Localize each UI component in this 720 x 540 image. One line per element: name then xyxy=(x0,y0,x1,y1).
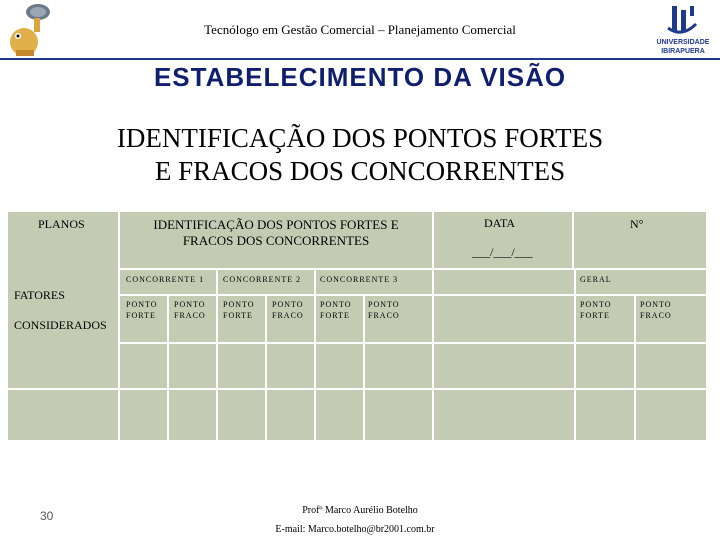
table-divider xyxy=(634,294,636,440)
planos-label: PLANOS xyxy=(38,217,85,231)
table-divider xyxy=(432,212,434,270)
table-divider xyxy=(574,270,576,440)
table-divider xyxy=(363,294,365,440)
table-divider xyxy=(118,268,706,270)
ponto-forte-label: PONTO FORTE xyxy=(126,300,158,320)
author-email: E-mail: Marco.botelho@br2001.com.br xyxy=(275,524,435,535)
form-heading-line2: FRACOS DOS CONCORRENTES xyxy=(182,233,370,248)
ponto-fraco-label: PONTO FRACO xyxy=(368,300,400,320)
geral-header: GERAL xyxy=(580,275,612,284)
university-line1: UNIVERSIDADE xyxy=(656,39,710,46)
course-header: Tecnólogo em Gestão Comercial – Planejamento Comercial xyxy=(204,22,516,37)
data-field[interactable]: ___/___/___ xyxy=(472,245,533,259)
university-name xyxy=(648,38,718,56)
table-divider xyxy=(572,212,574,270)
page-title: ESTABELECIMENTO DA VISÃO xyxy=(153,62,567,92)
numero-label: N° xyxy=(630,217,644,231)
form-heading-line1: IDENTIFICAÇÃO DOS PONTOS FORTES E xyxy=(153,217,399,232)
table-divider xyxy=(432,270,434,440)
table-divider xyxy=(8,388,706,390)
ponto-fraco-label: PONTO FRACO xyxy=(174,300,206,320)
ponto-forte-label: PONTO FORTE xyxy=(223,300,255,320)
concorrente-1-header: CONCORRENTE 1 xyxy=(126,275,205,284)
form-heading xyxy=(120,217,432,249)
table-divider xyxy=(118,342,706,344)
page-number: 30 xyxy=(40,509,54,523)
ponto-forte-label: PONTO FORTE xyxy=(320,300,352,320)
considerados-label: CONSIDERADOS xyxy=(14,318,107,332)
university-line2: IBIRAPUERA xyxy=(661,48,705,55)
table-divider xyxy=(314,270,316,440)
concorrente-2-header: CONCORRENTE 2 xyxy=(223,275,302,284)
table-divider xyxy=(167,294,169,440)
form-table xyxy=(8,212,706,440)
table-divider xyxy=(118,294,706,296)
concorrente-3-header: CONCORRENTE 3 xyxy=(320,275,399,284)
ponto-fraco-label: PONTO FRACO xyxy=(272,300,304,320)
table-divider xyxy=(216,270,218,440)
fatores-label: FATORES xyxy=(14,288,65,302)
header-divider xyxy=(0,58,720,60)
data-label: DATA xyxy=(484,216,516,230)
page-subtitle xyxy=(0,122,720,188)
table-divider xyxy=(265,294,267,440)
subtitle-line2: E FRACOS DOS CONCORRENTES xyxy=(154,156,566,186)
ponto-fraco-label: PONTO FRACO xyxy=(640,300,672,320)
subtitle-line1: IDENTIFICAÇÃO DOS PONTOS FORTES xyxy=(116,123,604,153)
ponto-forte-label: PONTO FORTE xyxy=(580,300,612,320)
author-credit: Profº Marco Aurélio Botelho xyxy=(302,505,418,516)
